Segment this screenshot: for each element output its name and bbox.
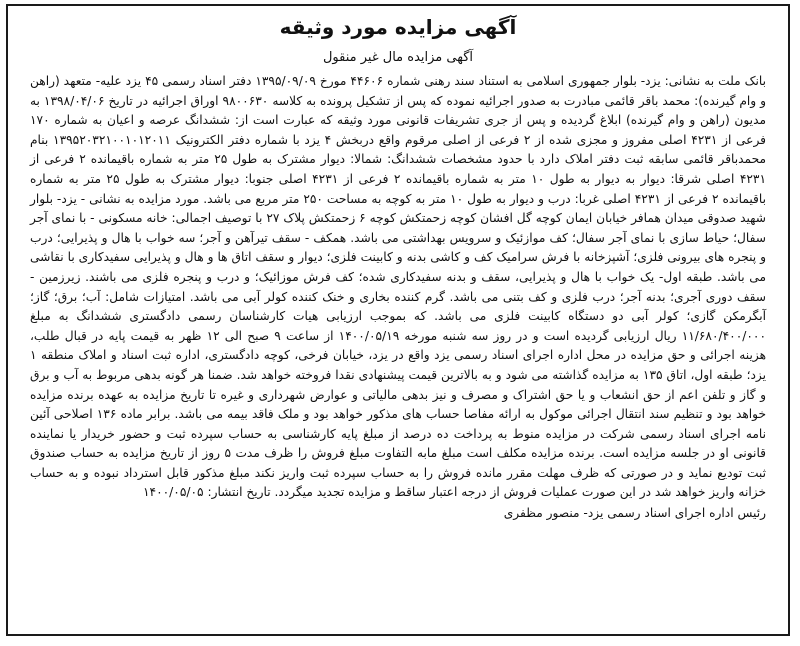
notice-footer [30, 503, 766, 523]
notice-subtitle: آگهی مزایده مال غیر منقول [322, 50, 474, 65]
notice-title: آگهی مزایده مورد وثیقه [279, 15, 517, 39]
auction-notice [6, 4, 790, 636]
notice-signature: رئیس اداره اجرای اسناد رسمی یزد- منصور مظفری [503, 506, 766, 521]
notice-body: بانک ملت به نشانی: یزد- بلوار جمهوری اسلامی به استناد سند رهنی شماره ۴۴۶۰۶ مورخ ۱۳۹۵/۰۹/۰۹ دفتر اسناد رسمی ۴۵ یزد علیه- متعهد (راهن و وام گیرنده): محمد باقر قائمی مبادرت به صدور اجرائیه نموده که پس از تشکیل پرونده به کلاسه ۹۸۰۰۶۳۰ اوراق اجرائیه در تاریخ ۱۳۹۸/۰۴/۰۶ به مدیون (راهن و وام گیرنده) ابلاغ گردیده و پس از جری تشریفات قانونی مورد وثیقه که عبارت است از: ششدانگ عرصه و اعیان به شماره ۱۷۰ فرعی از ۴۲۳۱ اصلی مفروز و مجزی شده از ۲ فرعی از اصلی مرقوم واقع دربخش ۴ یزد با شماره دفتر الکترونیک ۱۳۹۵۲۰۳۲۱۰۰۱۰۱۲۰۱۱ بنام محمدباقر قائمی سابقه ثبت دفتر املاک دارد با حدود مشخصات ششدانگ: شمالا: دیوار مشترک به طول ۲۵ متر به شماره باقیمانده ۲ فرعی از ۴۲۳۱ اصلی شرقا: دیوار به دیوار به طول ۱۰ متر به شماره باقیمانده ۲ فرعی از ۴۲۳۱ اصلی جنوبا: دیوار مشترک به طول ۲۵ متر به شماره باقیمانده ۲ فرعی از ۴۲۳۱ اصلی غربا: درب و دیوار به طول ۱۰ متر به کوچه به مساحت ۲۵۰ متر مربع می باشد. مورد مزایده به نشانی - یزد- بلوار شهید صدوقی میدان همافر خیابان ایمان کوچه گل افشان کوچه زحمتکش کوچه ۶ زحمتکش پلاک ۲۷ با توصیف اجمالی: خانه مسکونی - با نمای آجر سفال؛ حیاط سازی با نمای آجر سفال؛ کف موازئیک و سرویس بهداشتی می باشد. همکف - سقف تیرآهن و آجر؛ سه خواب با هال و پذیرایی؛ درب و پنجره های بیرونی فلزی؛ آشپزخانه با فرش سرامیک کف و کاشی بدنه و کابینت فلزی؛ دیوار و سقف اتاق ها و هال و پذیرایی سفیدکاری با نقاشی می باشد. طبقه اول- یک خواب با هال و پذیرایی، سقف و بدنه سفیدکاری شده؛ کف فرش موزائیک؛ و درب و پنجره فلزی می باشند. زیرزمین - سقف دوری آجری؛ بدنه آجر؛ درب فلزی و کف بتنی می باشد. گرم کننده بخاری و خنک کننده کولر آبی می باشد. امتیازات شامل: آب؛ برق؛ گاز؛ آبگرمکن گازی؛ کولر آبی دو دستگاه کابینت فلزی می باشد. که بموجب ارزیابی هیات کارشناسان رسمی دادگستری ششدانگ به مبلغ ۱۱/۶۸۰/۴۰۰/۰۰۰ ریال ارزیابی گردیده است و در روز سه شنبه مورخه ۱۴۰۰/۰۵/۱۹ از ساعت ۹ صبح الی ۱۲ ظهر به قیمت پایه در قبال طلب، هزینه اجرائی و حق مزایده در محل اداره اجرای اسناد رسمی یزد واقع در یزد، خیابان فرخی، کوچه دادگستری، اداره ثبت اسناد و املاک منطقه ۱ یزد؛ طبقه اول، اتاق ۱۳۵ به مزایده گذاشته می شود و به بالاترین قیمت پیشنهادی نقدا فروخته خواهد شد. ضمنا هر گونه بدهی مربوط به آب و برق و گاز و تلفن اعم از حق انشعاب و یا حق اشتراک و مصرف و نیز بدهی مالیاتی و عوارض شهرداری و غیره تا تاریخ مزایده به عهده برنده مزایده خواهد بود و تنظیم سند انتقال اجرائی موکول به ارائه مفاصا حساب های مذکور خواهد بود و ملک فاقد بیمه می باشد. برابر ماده ۱۳۶ اصلاحی آئین نامه اجرای اسناد رسمی شرکت در مزایده منوط به پرداخت ده درصد از مبلغ پایه کارشناسی به حساب سپرده ثبت و حضور خریدار یا نماینده قانونی او در جلسه مزایده است. برنده مزایده مکلف است مبلغ مابه التفاوت مبلغ فروش را ظرف مدت ۵ روز از تاریخ مزایده به حساب صندوق ثبت تودیع نماید و در صورتی که ظرف مهلت مقرر مانده فروش را به حساب سپرده ثبت واریز نکند مبلغ مذکور قابل استرداد نبوده و به حساب خزانه واریز خواهد شد در این صورت عملیات فروش از درجه اعتبار ساقط و مزایده تجدید میگردد. تاریخ انتشار: ۱۴۰۰/۰۵/۰۵ [30, 74, 767, 500]
